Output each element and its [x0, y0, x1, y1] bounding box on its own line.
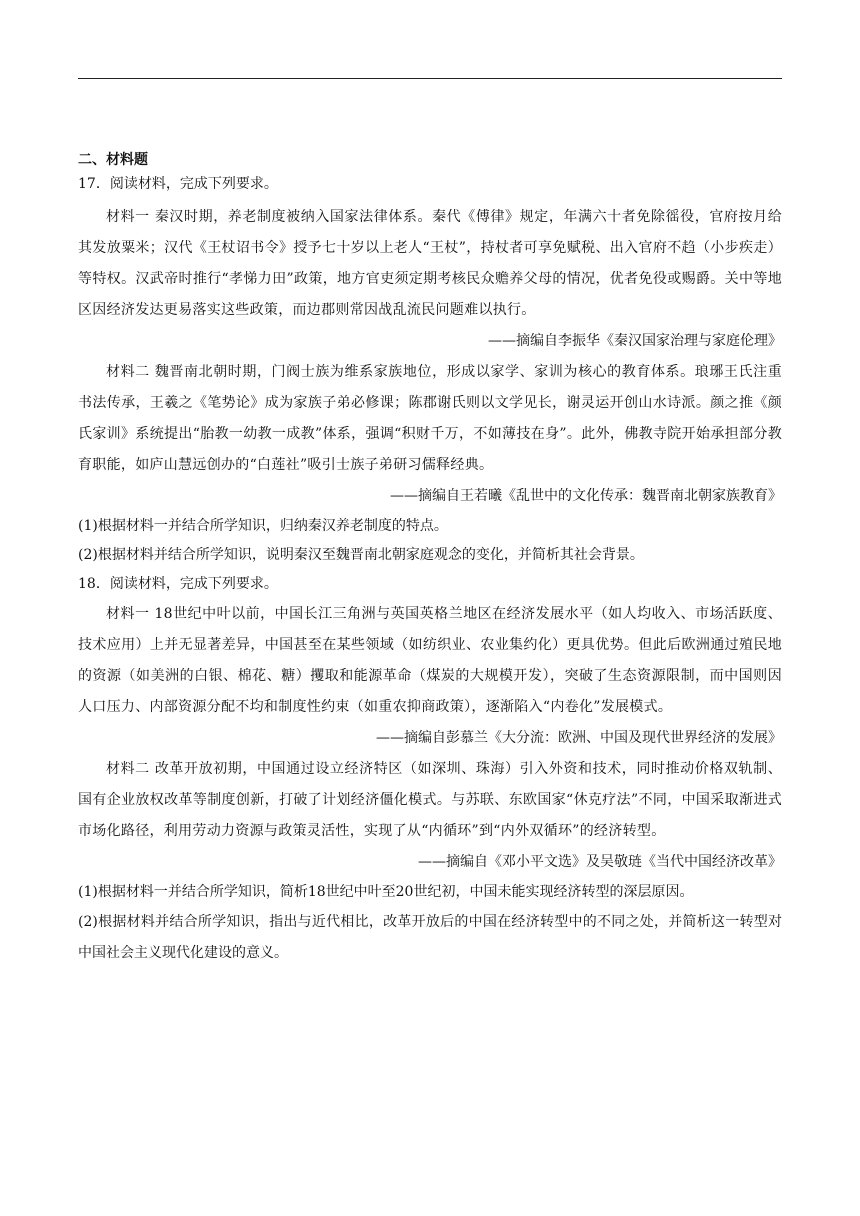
material-text: 材料一 18世纪中叶以前，中国长江三角洲与英国英格兰地区在经济发展水平（如人均收入、市场活跃度、技术应用）上并无显著差异，中国甚至在某些领域（如纺织业、农业集约化）更具优势。但此后欧洲通过殖民地的资源（如美洲的白银、棉花、糖）攫取和能源革命（煤炭的大规模开发），突破了生态资源限制，而中国则因人口压力、内部资源分配不均和制度性约束（如重农抑商政策），逐渐陷入“内卷化”发展模式。 [78, 606, 782, 715]
question-18 [78, 570, 782, 969]
material-source: ——摘编自王若曦《乱世中的文化传承：魏晋南北朝家族教育》 [390, 488, 782, 504]
material-source: ——摘编自《邓小平文选》及吴敬琏《当代中国经济改革》 [418, 854, 782, 870]
question-prompt: 17．阅读材料，完成下列要求。 [78, 176, 278, 192]
exam-content [78, 148, 782, 969]
section-title: 二、材料题 [78, 152, 148, 168]
subquestion: (2)根据材料并结合所学知识，说明秦汉至魏晋南北朝家庭观念的变化，并简析其社会背景。 [78, 547, 644, 563]
material-source: ——摘编自李振华《秦汉国家治理与家庭伦理》 [488, 333, 782, 349]
header-rule [78, 78, 782, 79]
material-text: 材料二 魏晋南北朝时期，门阀士族为维系家族地位，形成以家学、家训为核心的教育体系。琅琊王氏注重书法传承，王羲之《笔势论》成为家族子弟必修课；陈郡谢氏则以文学见长，谢灵运开创山水诗派。颜之推《颜氏家训》系统提出“胎教一幼教一成教”体系，强调“积财千万，不如薄技在身”。此外，佛教寺院开始承担部分教育职能，如庐山慧远创办的“白莲社”吸引士族子弟研习儒释经典。 [78, 364, 782, 473]
question-17 [78, 172, 782, 570]
subquestion: (1)根据材料一并结合所学知识，归纳秦汉养老制度的特点。 [78, 518, 448, 534]
question-prompt: 18．阅读材料，完成下列要求。 [78, 576, 278, 592]
material-source: ——摘编自彭慕兰《大分流：欧洲、中国及现代世界经济的发展》 [376, 730, 782, 746]
material-text: 材料一 秦汉时期，养老制度被纳入国家法律体系。秦代《傅律》规定，年满六十者免除徭役，官府按月给其发放粟米；汉代《王杖诏书令》授予七十岁以上老人“王杖”，持杖者可享免赋税、出入官府不趋（小步疾走）等特权。汉武帝时推行“孝悌力田”政策，地方官吏须定期考核民众赡养父母的情况，优者免役或赐爵。关中等地区因经济发达更易落实这些政策，而边郡则常因战乱流民问题难以执行。 [78, 209, 782, 318]
subquestion: (2)根据材料并结合所学知识，指出与近代相比，改革开放后的中国在经济转型中的不同之处，并简析这一转型对中国社会主义现代化建设的意义。 [78, 914, 782, 961]
material-text: 材料二 改革开放初期，中国通过设立经济特区（如深圳、珠海）引入外资和技术，同时推动价格双轨制、国有企业放权改革等制度创新，打破了计划经济僵化模式。与苏联、东欧国家“休克疗法”不同，中国采取渐进式市场化路径，利用劳动力资源与政策灵活性，实现了从“内循环”到“内外双循环”的经济转型。 [78, 761, 782, 839]
subquestion: (1)根据材料一并结合所学知识，简析18世纪中叶至20世纪初，中国未能实现经济转型的深层原因。 [78, 884, 694, 900]
